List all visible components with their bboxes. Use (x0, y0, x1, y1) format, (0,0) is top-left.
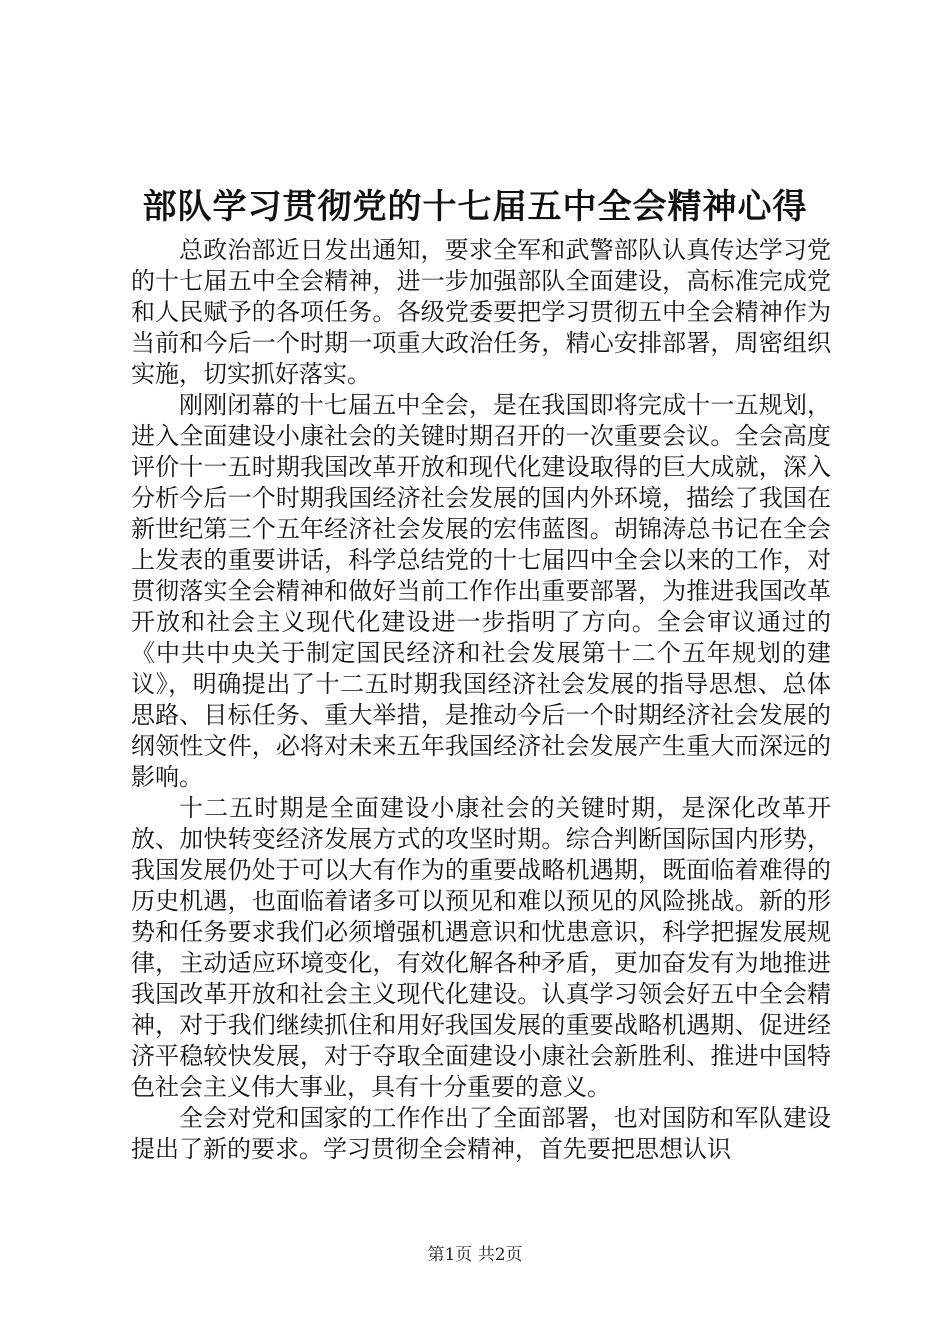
document-title: 部队学习贯彻党的十七届五中全会精神心得 (142, 187, 808, 227)
page-number-footer: 第1页 共2页 (427, 1245, 523, 1265)
paragraph-2: 刚刚闭幕的十七届五中全会，是在我国即将完成十一五规划，进入全面建设小康社会的关键时期召开的一次重要会议。全会高度评价十一五时期我国改革开放和现代化建设取得的巨大成就，深入分析今后一个时期我国经济社会发展的国内外环境，描绘了我国在新世纪第三个五年经济社会发展的宏伟蓝图。胡锦涛总书记在全会上发表的重要讲话，科学总结党的十七届四中全会以来的工作，对贯彻落实全会精神和做好当前工作作出重要部署，为推进我国改革开放和社会主义现代化建设进一步指明了方向。全会审议通过的《中共中央关于制定国民经济和社会发展第十二个五年规划的建议》，明确提出了十二五时期我国经济社会发展的指导思想、总体思路、目标任务、重大举措，是推动今后一个时期经济社会发展的纲领性文件，必将对未来五年我国经济社会发展产生重大而深远的影响。 (131, 391, 831, 791)
paragraph-4: 全会对党和国家的工作作出了全面部署，也对国防和军队建设提出了新的要求。学习贯彻全会精神，首先要把思想认识 (131, 1104, 831, 1163)
paragraph-3: 十二五时期是全面建设小康社会的关键时期，是深化改革开放、加快转变经济发展方式的攻坚时期。综合判断国际国内形势，我国发展仍处于可以大有作为的重要战略机遇期，既面临着难得的历史机遇，也面临着诸多可以预见和难以预见的风险挑战。新的形势和任务要求我们必须增强机遇意识和忧患意识，科学把握发展规律，主动适应环境变化，有效化解各种矛盾，更加奋发有为地推进我国改革开放和社会主义现代化建设。认真学习领会好五中全会精神，对于我们继续抓住和用好我国发展的重要战略机遇期、促进经济平稳较快发展，对于夺取全面建设小康社会新胜利、推进中国特色社会主义伟大事业，具有十分重要的意义。 (131, 794, 831, 1101)
paragraph-1: 总政治部近日发出通知，要求全军和武警部队认真传达学习党的十七届五中全会精神，进一步加强部队全面建设，高标准完成党和人民赋予的各项任务。各级党委要把学习贯彻五中全会精神作为当前和今后一个时期一项重大政治任务，精心安排部署，周密组织实施，切实抓好落实。 (131, 236, 831, 388)
document-body (131, 235, 831, 1165)
